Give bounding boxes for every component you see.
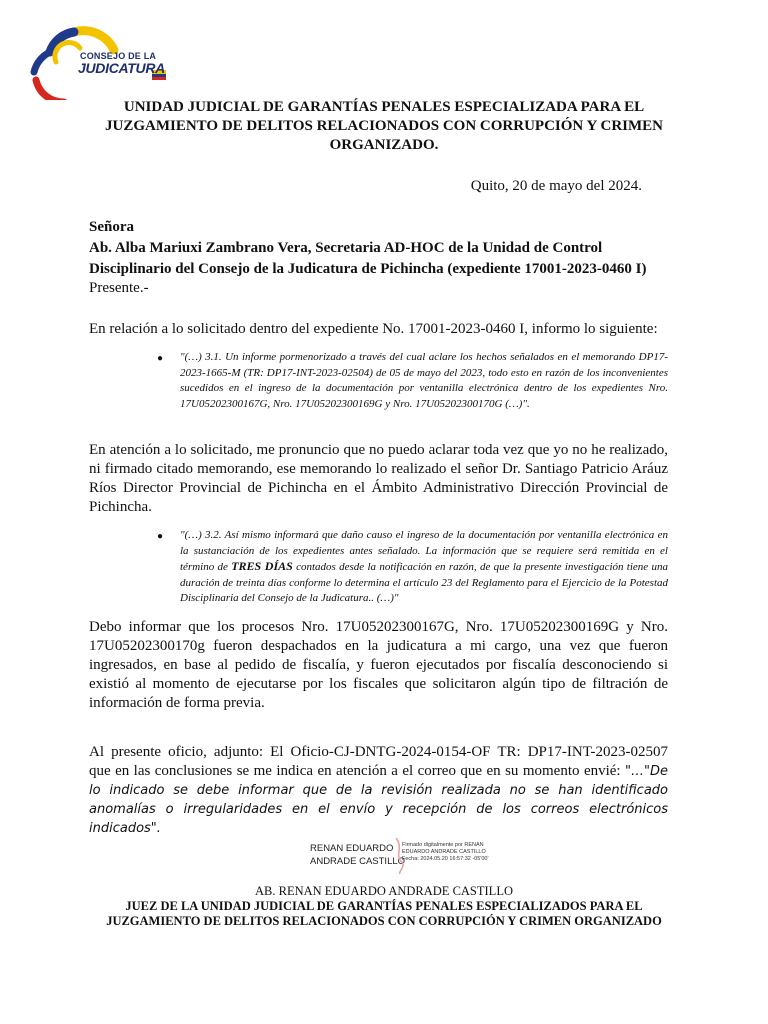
signer-name-line-2: ANDRADE CASTILLO — [310, 856, 406, 867]
digital-sign-line-2: EDUARDO ANDRADE CASTILLO — [402, 849, 486, 855]
para-3-text: Al presente oficio, adjunto: El Oficio-CJ-DNTG-2024-0154-OF TR: DP17-INT-2023-02507 que en las conclusiones se me indica en atención a el correo que en su momento envié: — [89, 744, 668, 779]
digital-sign-line-3: Fecha: 2024.05.20 16:57:32 -05'00' — [402, 856, 489, 862]
bullet-icon: ● — [157, 353, 164, 364]
salutation: Señora — [89, 219, 134, 235]
quote-3-2-emphasis: TRES DÍAS — [231, 559, 293, 573]
title-line-1: UNIDAD JUDICIAL DE GARANTÍAS PENALES ESPECIALIZADA PARA EL — [123, 99, 645, 115]
response-paragraph-1: En atención a lo solicitado, me pronuncio que no puedo aclarar toda vez que yo no he realizado, ni firmado citado memorando, ese memorando lo realizado el señor Dr. Santiago Patricio Aráuz Ríos Director Provincial de Pichincha en el Ámbito Administrativo Dirección Provincial de Pichincha. — [89, 442, 668, 515]
bullet-icon: ● — [157, 531, 164, 542]
signatory-block — [60, 884, 708, 929]
para-3-quote: "…"De lo indicado se debe informar que de la revisión realizada no se han identificado anomalías o irregularidades en el envío y recepción de los correos electrónicos indicados". — [89, 764, 668, 836]
document-title — [60, 98, 708, 155]
title-line-2: JUZGAMIENTO DE DELITOS RELACIONADOS CON CORRUPCIÓN Y CRIMEN — [105, 118, 663, 134]
signer-name-line-1: RENAN EDUARDO — [310, 843, 394, 854]
response-paragraph-2: Debo informar que los procesos Nro. 17U05202300167G, Nro. 17U05202300169G y Nro. 17U05202300170g fueron despachados en la judicatura a mi cargo, una vez que fueron ingresados, en base al pedido de fiscalía, y fueron ejecutados por fiscalía desconociendo si existió al momento de ejecutarse por los fiscales que solicitaron algún tipo de filtración de información de forma previa. — [89, 619, 668, 711]
signatory-role-line-1: JUEZ DE LA UNIDAD JUDICIAL DE GARANTÍAS PENALES ESPECIALIZADOS PARA EL — [125, 899, 643, 913]
digital-sign-line-1: Firmado digitalmente por RENAN — [402, 842, 484, 848]
presente: Presente.- — [89, 280, 149, 296]
quote-3-2 — [180, 528, 668, 607]
response-paragraph-3 — [89, 743, 668, 838]
digital-signature — [310, 840, 510, 874]
intro-paragraph: En relación a lo solicitado dentro del expediente No. 17001-2023-0460 I, informo lo siguiente: — [89, 321, 658, 337]
signatory-role-line-2: JUZGAMIENTO DE DELITOS RELACIONADOS CON CORRUPCIÓN Y CRIMEN ORGANIZADO — [106, 914, 662, 928]
addressee-line-1: Ab. Alba Mariuxi Zambrano Vera, Secretaria AD-HOC de la Unidad de Control — [89, 240, 603, 256]
signatory-name: AB. RENAN EDUARDO ANDRADE CASTILLO — [255, 884, 513, 898]
document-date: Quito, 20 de mayo del 2024. — [470, 178, 642, 194]
logo-line2: JUDICATURA — [78, 60, 165, 76]
addressee-block — [89, 218, 668, 298]
addressee-line-2: Disciplinario del Consejo de la Judicatura de Pichincha (expediente 17001-2023-0460 I) — [89, 261, 647, 277]
logo-line1: CONSEJO DE LA — [80, 51, 157, 61]
quote-3-2-part-a: "(…) 3.2. Así mismo informará que daño causo el ingreso de la documentación por ventanilla electrónica en la sustanciación de los expedientes antes señalado. La información que se requiere será remitida en el término de — [180, 529, 668, 573]
quote-3-1: "(…) 3.1. Un informe pormenorizado a través del cual aclare los hechos señalados en el memorando DP17-2023-1665-M (TR: DP17-INT-2023-02504) de 05 de mayo del 2023, todo esto en razón de los inconvenientes sucedidos en el ingreso de la documentación por ventanilla electrónica dentro de los expedientes Nro. 17U05202300167G, Nro. 17U05202300169G y Nro. 17U05202300170G (…)". — [180, 351, 668, 410]
quote-3-2-part-c: contados desde la notificación en razón, de que la presente investigación tiene una duración de treinta días conforme lo determina el artículo 23 del Reglamento para el Ejercicio de la Potestad Disciplinaria del Consejo de la Judicatura.. (…)" — [180, 561, 668, 604]
title-line-3: ORGANIZADO. — [329, 137, 439, 153]
consejo-judicatura-logo — [26, 20, 176, 100]
